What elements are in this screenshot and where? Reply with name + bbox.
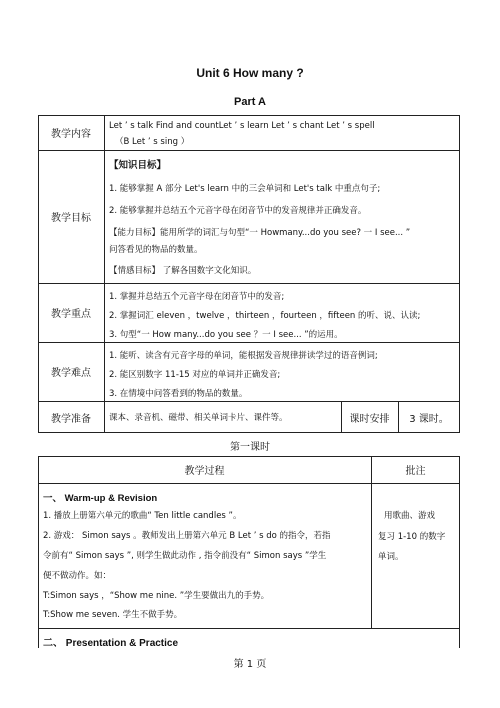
preparation-label: 教学准备 (51, 413, 91, 425)
goal-line: 1. 能够掌握 A 部分 Let's learn 中的三会单词和 Let's talk 中重点句子; (109, 184, 381, 194)
difficult-point-line: 1. 能听、读含有元音字母的单词，能根据发音规律拼读学过的语音例词; (109, 351, 378, 361)
table-divider (38, 483, 460, 484)
warmup-line: T:Simon says ，“Show me nine. ”学生要做出九的手势。 (43, 591, 270, 601)
hours-value: 3 课时。 (409, 413, 449, 425)
key-point-line: 2. 掌握词汇 eleven ，twelve ，thirteen ，fourteen ，fifteen 的听、说、认读; (109, 311, 421, 321)
hours-label: 课时安排 (349, 413, 390, 425)
document-title: Unit 6 How many ? (196, 66, 304, 80)
goal-line: 2. 能够掌握并总结五个元音字母在闭音节中的发音规律并正确发音。 (109, 206, 367, 216)
goals-label: 教学目标 (51, 213, 91, 224)
note-line: 复习 1-10 的数字 (378, 532, 446, 542)
goal-line: 问答看见的物品的数量。 (109, 245, 203, 255)
emotion-goal-line: 【情感目标】 了解各国数字文化知识。 (109, 266, 257, 276)
warmup-line: 令前有“ Simon says ”, 则学生做此动作 , 指令前没有“ Simon says ”学生 (43, 551, 327, 561)
key-point-line: 1. 掌握并总结五个元音字母在闭音节中的发音; (109, 292, 285, 302)
warmup-line: 便不做动作。如： (43, 571, 112, 581)
warmup-heading: 一、 Warm-up & Revision (43, 493, 158, 504)
part-heading: Part A (234, 96, 266, 108)
warmup-line: T:Show me seven. 学生不做手势。 (43, 610, 183, 620)
key-points-label: 教学重点 (51, 309, 91, 320)
table-divider (104, 115, 105, 433)
content-line: （B Let ’ s sing ） (115, 137, 190, 147)
lesson-heading: 第一课时 (230, 442, 270, 453)
difficult-points-label: 教学难点 (51, 368, 91, 379)
ability-goal-line: 【能力目标】能用所学的词汇与句型“一 Howmany...do you see? 一 I see... ” (109, 228, 411, 238)
presentation-heading: 二、 Presentation & Practice (43, 638, 179, 649)
warmup-line: 1. 播放上册第六单元的歌曲“ Ten little candles ”。 (43, 511, 242, 521)
content-label: 教学内容 (51, 129, 91, 140)
content-line: Let ’ s talk Find and countLet ’ s learn Let ’ s chant Let ’ s spell (109, 121, 375, 131)
table-divider (38, 628, 460, 629)
preparation-text: 课本、录音机、磁带、相关单词卡片、课件等。 (109, 413, 288, 423)
process-header: 教学过程 (184, 466, 225, 477)
note-line: 单词。 (378, 552, 404, 562)
difficult-point-line: 2. 能区别数字 11-15 对应的单词并正确发音; (109, 370, 281, 380)
note-line: 用歌曲、游戏 (384, 511, 436, 521)
knowledge-goal-heading: 【知识目标】 (109, 160, 167, 171)
notes-header: 批注 (405, 466, 426, 477)
difficult-point-line: 3. 在情境中问答看到的物品的数量。 (109, 389, 248, 399)
page-number: 第 1 页 (233, 659, 267, 670)
warmup-line: 2. 游戏： Simon says 。教师发出上册第六单元 B Let ’ s do 的指令，若指 (43, 531, 331, 541)
key-point-line: 3. 句型“一 How many...do you see ？一 I see... ”的运用。 (109, 330, 343, 340)
